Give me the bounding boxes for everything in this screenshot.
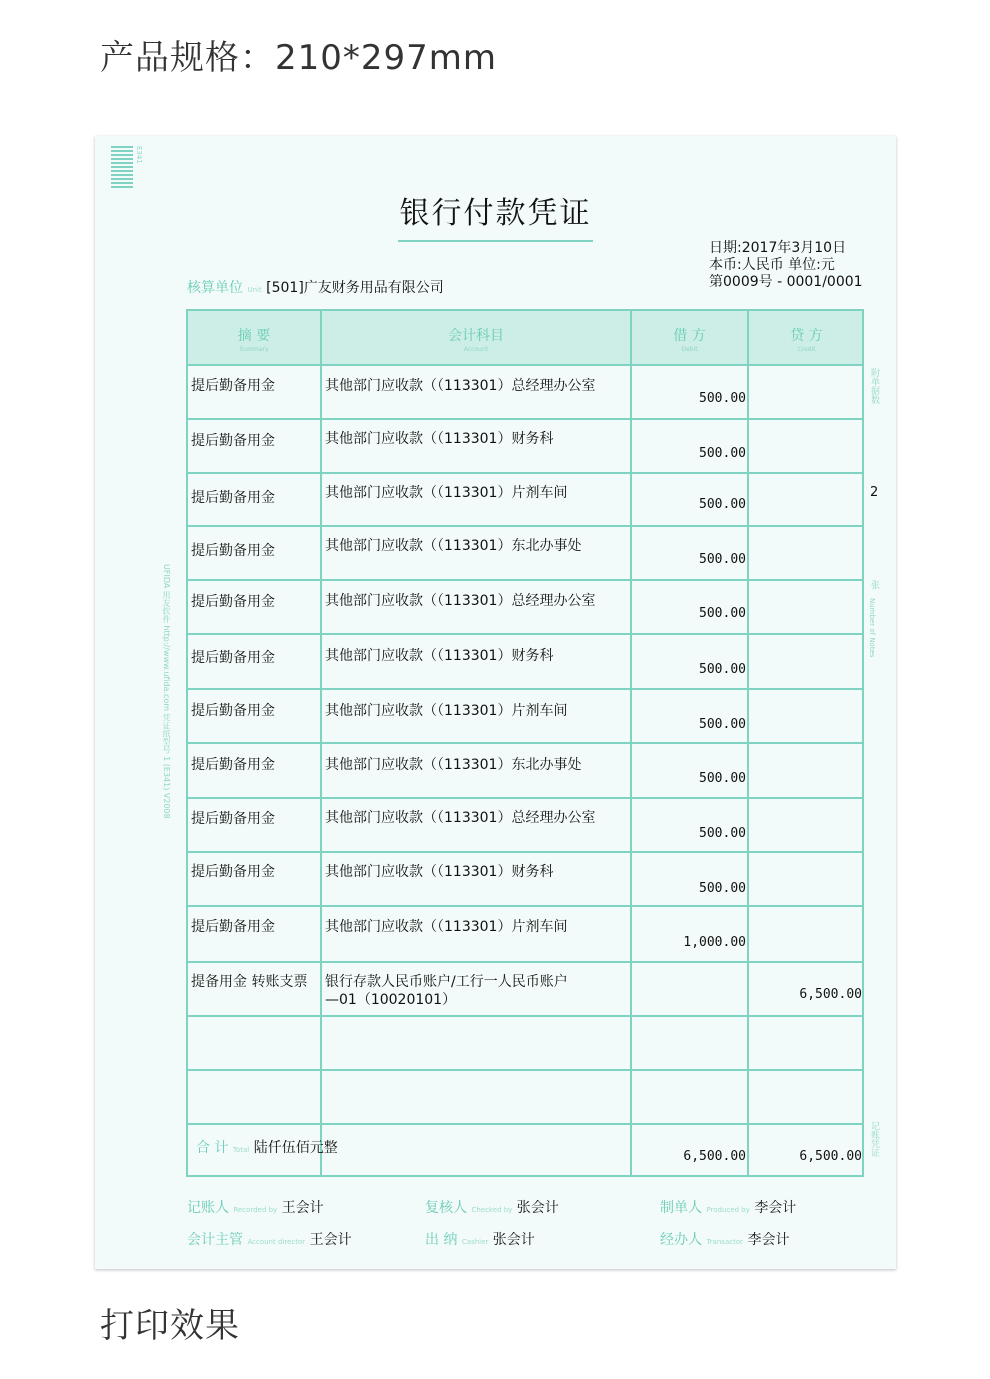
row-summary: 提后勤备用金 <box>191 543 275 559</box>
row-summary: 提后勤备用金 <box>191 378 275 394</box>
row-summary: 提后勤备用金 <box>191 919 275 935</box>
vendor-imprint: UFIDA 用友软件 http://www.ufida.com 凭证纸型号 1 (E341) V2008 <box>162 564 171 819</box>
signature-cashier: 出 纳 Cashier 张会计 <box>425 1232 535 1248</box>
signature-value: 李会计 <box>754 1200 797 1216</box>
row-account: 其他部门应收款（（113301）东北办事处 <box>325 538 582 554</box>
unit-value: [501]广友财务用品有限公司 <box>266 280 444 296</box>
row-account: 其他部门应收款（（113301）东北办事处 <box>325 757 582 773</box>
row-summary: 提后勤备用金 <box>191 594 275 610</box>
row-summary: 提后勤备用金 <box>191 650 275 666</box>
voucher-type-label: 记账凭证 <box>869 1121 879 1157</box>
total-row <box>196 1137 338 1157</box>
row-summary: 提后勤备用金 <box>191 864 275 880</box>
date-line: 日期:2017年3月10日 <box>709 240 847 256</box>
total-label-en: Total <box>232 1146 250 1154</box>
row-summary: 提后勤备用金 <box>191 811 275 827</box>
attach-unit: 张 <box>869 580 879 589</box>
voucher-title: 银行付款凭证 <box>399 196 592 231</box>
row-account: 其他部门应收款（（113301）财务科 <box>325 431 554 447</box>
row-account: 其他部门应收款（（113301）片剂车间 <box>325 703 568 719</box>
row-debit: 500.00 <box>699 662 746 677</box>
row-summary: 提后勤备用金 <box>191 490 275 506</box>
total-debit: 6,500.00 <box>683 1149 746 1164</box>
row-debit: 500.00 <box>699 391 746 406</box>
voucher-table <box>186 309 864 1177</box>
attach-label: 附单据数 <box>869 368 879 404</box>
row-debit: 500.00 <box>699 552 746 567</box>
row-debit: 500.00 <box>699 606 746 621</box>
row-account-line2: —01（10020101） <box>325 992 457 1008</box>
signature-recorder: 记账人 Recorded by 王会计 <box>187 1200 324 1216</box>
row-debit: 500.00 <box>699 826 746 841</box>
signature-value: 张会计 <box>516 1200 559 1216</box>
signature-value: 张会计 <box>492 1232 535 1248</box>
row-debit: 500.00 <box>699 771 746 786</box>
header-summary: 摘 要 Summary <box>237 328 271 353</box>
unit-label-en: Unit <box>247 286 262 294</box>
signature-value: 李会计 <box>747 1232 790 1248</box>
accounting-unit <box>187 277 444 297</box>
header-account: 会计科目 Account <box>448 328 504 353</box>
attach-count: 2 <box>870 485 879 500</box>
row-account: 其他部门应收款（（113301）总经理办公室 <box>325 810 596 826</box>
signature-producer: 制单人 Produced by 李会计 <box>660 1200 797 1216</box>
print-effect-heading: 打印效果 <box>100 1306 240 1346</box>
voucher-sheet <box>95 136 896 1269</box>
row-account: 其他部门应收款（（113301）财务科 <box>325 648 554 664</box>
row-debit: 500.00 <box>699 446 746 461</box>
row-account: 其他部门应收款（（113301）片剂车间 <box>325 485 568 501</box>
row-account: 其他部门应收款（（113301）片剂车间 <box>325 919 568 935</box>
total-words: 陆仟伍佰元整 <box>253 1140 338 1156</box>
row-account: 其他部门应收款（（113301）总经理办公室 <box>325 378 596 394</box>
row-debit: 500.00 <box>699 717 746 732</box>
row-account: 其他部门应收款（（113301）财务科 <box>325 864 554 880</box>
row-debit: 500.00 <box>699 881 746 896</box>
row-summary: 提后勤备用金 <box>191 433 275 449</box>
attach-unit-en: Number of Notes <box>868 598 876 658</box>
row-summary: 提备用金 转账支票 <box>191 974 308 990</box>
signature-checker: 复核人 Checked by 张会计 <box>425 1200 559 1216</box>
header-credit: 贷 方 Credit <box>790 328 823 353</box>
row-account: 银行存款人民币账户/工行一人民币账户 <box>325 974 568 990</box>
total-credit: 6,500.00 <box>799 1149 862 1164</box>
row-debit: 500.00 <box>699 497 746 512</box>
total-label: 合 计 <box>196 1140 229 1156</box>
row-account: 其他部门应收款（（113301）总经理办公室 <box>325 593 596 609</box>
row-summary: 提后勤备用金 <box>191 703 275 719</box>
barcode <box>111 146 133 188</box>
currency-line: 本币:人民币 单位:元 <box>709 257 835 273</box>
voucher-meta <box>709 240 863 291</box>
signature-value: 王会计 <box>281 1200 324 1216</box>
row-credit: 6,500.00 <box>799 987 862 1002</box>
signature-value: 王会计 <box>309 1232 352 1248</box>
signature-director: 会计主管 Account director 王会计 <box>187 1232 352 1248</box>
header-debit: 借 方 Debit <box>673 328 706 353</box>
title-underline <box>398 240 593 242</box>
unit-label: 核算单位 <box>187 280 243 296</box>
number-line: 第0009号 - 0001/0001 <box>709 274 863 290</box>
row-summary: 提后勤备用金 <box>191 757 275 773</box>
spec-heading: 产品规格：210*297mm <box>100 38 498 78</box>
row-debit: 1,000.00 <box>683 935 746 950</box>
barcode-text: E341 <box>135 146 143 164</box>
signature-transactor: 经办人 Transactor 李会计 <box>660 1232 790 1248</box>
